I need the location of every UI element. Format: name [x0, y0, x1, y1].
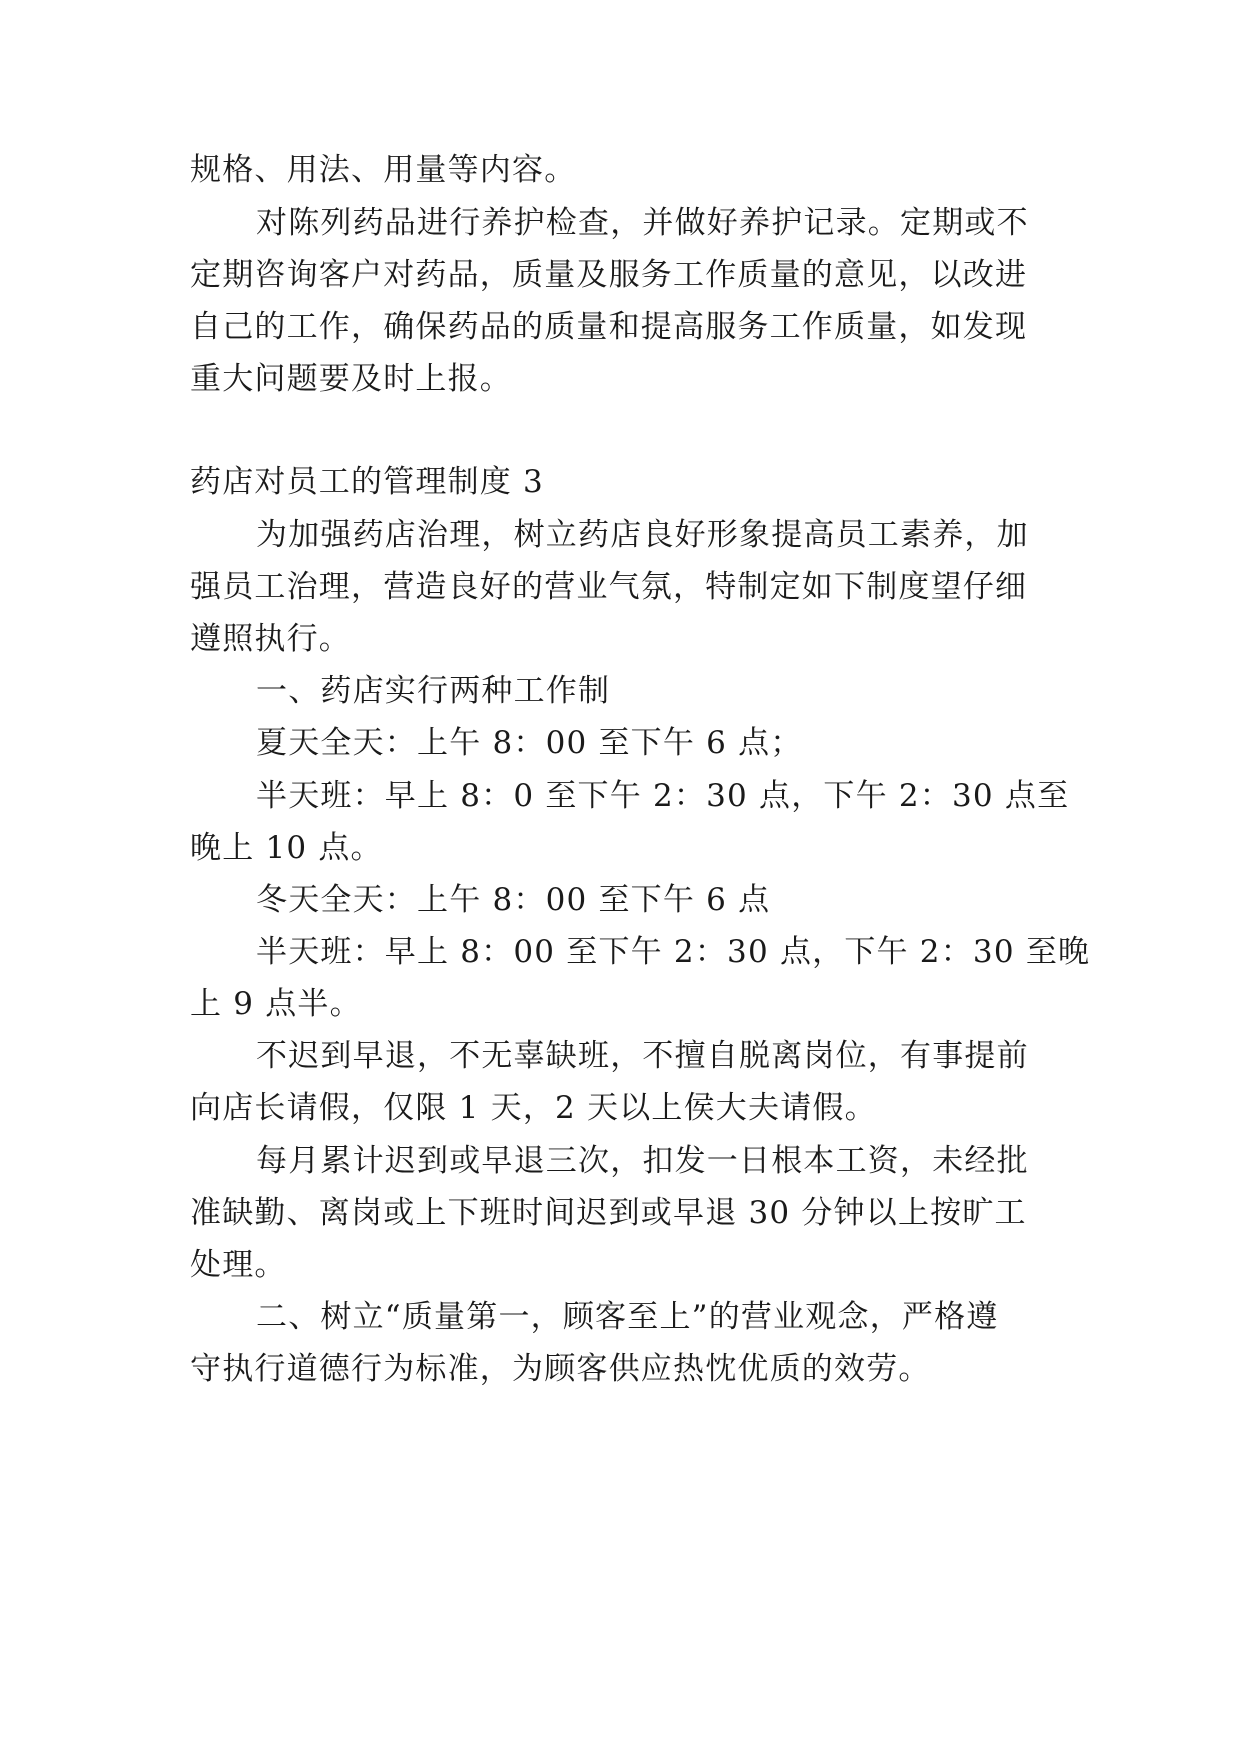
text-line: 自己的工作，确保药品的质量和提高服务工作质量，如发现	[190, 309, 1028, 345]
text-line: 向店长请假，仅限 1 天，2 天以上侯大夫请假。	[190, 1090, 877, 1126]
paragraph-start: 冬天全天：上午 8：00 至下午 6 点	[256, 882, 771, 918]
paragraph-start: 不迟到早退，不无辜缺班，不擅自脱离岗位，有事提前	[256, 1038, 1029, 1074]
text-line: 晚上 10 点。	[190, 830, 383, 866]
paragraph-start: 夏天全天：上午 8：00 至下午 6 点；	[256, 725, 803, 761]
paragraph-start: 二、树立“质量第一，顾客至上”的营业观念，严格遵	[256, 1299, 999, 1335]
paragraph-start: 一、药店实行两种工作制	[256, 673, 611, 709]
paragraph-start: 对陈列药品进行养护检查，并做好养护记录。定期或不	[256, 205, 1029, 241]
text-line: 准缺勤、离岗或上下班时间迟到或早退 30 分钟以上按旷工	[190, 1195, 1027, 1231]
text-line: 守执行道德行为标准，为顾客供应热忱优质的效劳。	[190, 1351, 931, 1387]
text-line: 上 9 点半。	[190, 986, 362, 1022]
paragraph-start: 为加强药店治理，树立药店良好形象提高员工素养，加	[256, 517, 1029, 553]
text-line: 遵照执行。	[190, 621, 351, 657]
text-line: 强员工治理，营造良好的营业气氛，特制定如下制度望仔细	[190, 569, 1028, 605]
paragraph-start: 半天班：早上 8：0 至下午 2：30 点，下午 2：30 点至	[256, 778, 1070, 814]
text-line: 处理。	[190, 1247, 287, 1283]
text-line: 重大问题要及时上报。	[190, 361, 512, 397]
paragraph-start: 每月累计迟到或早退三次，扣发一日根本工资，未经批	[256, 1143, 1029, 1179]
paragraph-start: 半天班：早上 8：00 至下午 2：30 点，下午 2：30 至晚	[256, 934, 1091, 970]
text-line: 定期咨询客户对药品，质量及服务工作质量的意见，以改进	[190, 257, 1028, 293]
section-title: 药店对员工的管理制度 3	[190, 464, 544, 500]
text-line: 规格、用法、用量等内容。	[190, 152, 577, 188]
